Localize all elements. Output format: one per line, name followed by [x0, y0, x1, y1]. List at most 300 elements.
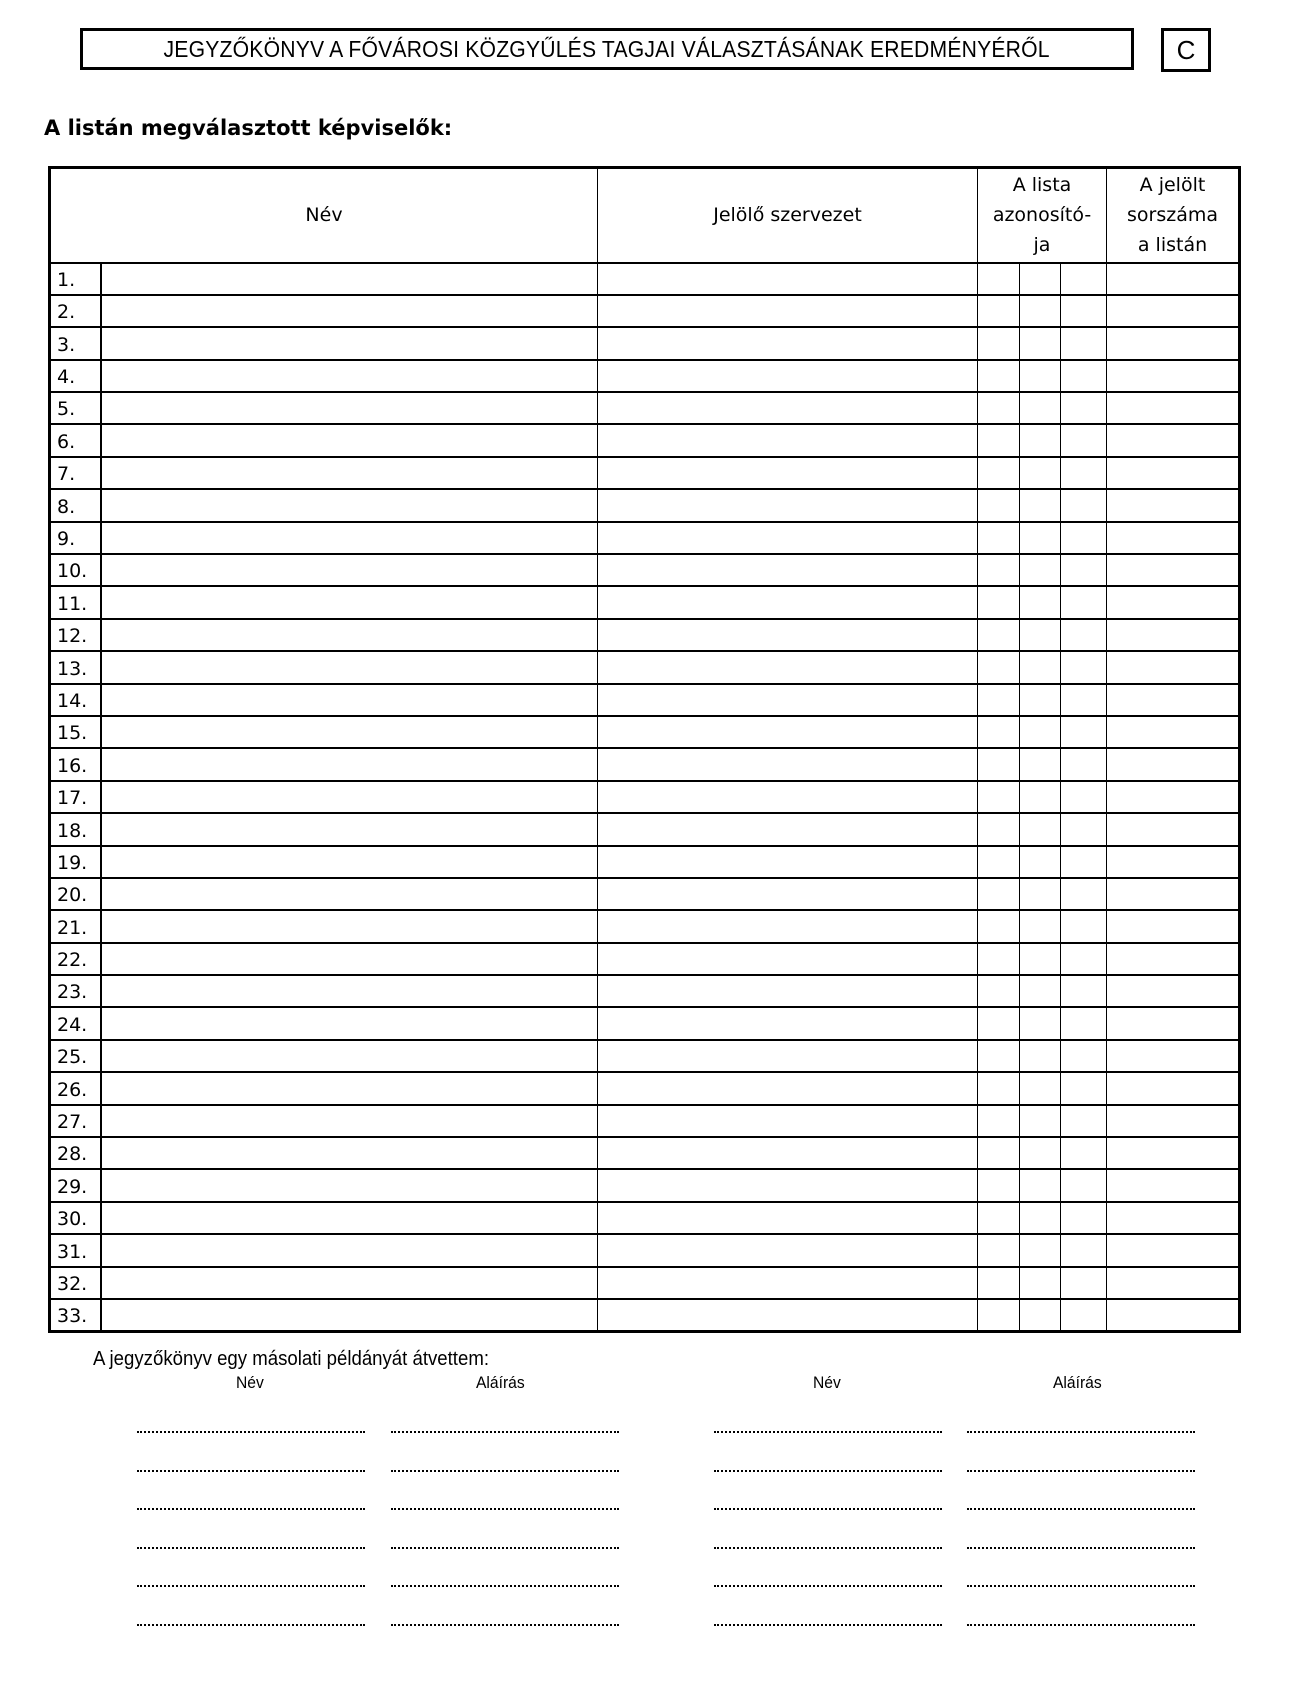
list-id-cell-3[interactable] [1061, 1299, 1107, 1331]
name-cell[interactable] [101, 943, 598, 975]
list-id-cell-1[interactable] [978, 586, 1020, 618]
candidate-seq-cell[interactable] [1107, 878, 1240, 910]
table-row [50, 1202, 1240, 1234]
organization-cell[interactable] [598, 489, 978, 521]
table-row [50, 846, 1240, 878]
left-signature-line[interactable] [391, 1547, 619, 1549]
organization-cell[interactable] [598, 846, 978, 878]
list-id-cell-2[interactable] [1020, 1234, 1061, 1266]
list-id-cell-1[interactable] [978, 1105, 1020, 1137]
list-id-cell-3[interactable] [1061, 1202, 1107, 1234]
row-number: 4. [50, 360, 101, 392]
list-id-cell-2[interactable] [1020, 1105, 1061, 1137]
right-signature-line[interactable] [967, 1624, 1195, 1626]
organization-cell[interactable] [598, 619, 978, 651]
name-cell[interactable] [101, 1137, 598, 1169]
row-number: 17. [50, 781, 101, 813]
list-id-cell-3[interactable] [1061, 1007, 1107, 1039]
candidate-seq-cell[interactable] [1107, 1202, 1240, 1234]
form-code: C [1176, 34, 1196, 65]
receipt-text: A jegyzőkönyv egy másolati példányát átvettem: [93, 1348, 489, 1370]
list-id-cell-1[interactable] [978, 392, 1020, 424]
list-id-cell-2[interactable] [1020, 781, 1061, 813]
candidate-seq-cell[interactable] [1107, 1234, 1240, 1266]
row-number: 8. [50, 489, 101, 521]
list-id-cell-2[interactable] [1020, 360, 1061, 392]
row-number: 9. [50, 522, 101, 554]
row-number: 15. [50, 716, 101, 748]
name-cell[interactable] [101, 684, 598, 716]
organization-cell[interactable] [598, 781, 978, 813]
right-signature-line[interactable] [967, 1508, 1195, 1510]
candidate-seq-cell[interactable] [1107, 910, 1240, 942]
name-cell[interactable] [101, 748, 598, 780]
candidate-seq-cell[interactable] [1107, 716, 1240, 748]
list-id-cell-1[interactable] [978, 554, 1020, 586]
right-signature-line[interactable] [967, 1547, 1195, 1549]
left-name-line[interactable] [137, 1508, 365, 1510]
table-row [50, 1234, 1240, 1266]
name-cell[interactable] [101, 457, 598, 489]
row-number: 32. [50, 1267, 101, 1299]
left-name-line[interactable] [137, 1585, 365, 1587]
document-title: JEGYZŐKÖNYV A FŐVÁROSI KÖZGYŰLÉS TAGJAI VÁLASZTÁSÁNAK EREDMÉNYÉRŐL [163, 35, 1051, 62]
name-cell[interactable] [101, 1169, 598, 1201]
table-row [50, 522, 1240, 554]
row-number: 21. [50, 910, 101, 942]
list-id-cell-3[interactable] [1061, 1072, 1107, 1104]
list-id-cell-2[interactable] [1020, 295, 1061, 327]
right-name-line[interactable] [714, 1585, 942, 1587]
document-title-box [80, 28, 1134, 70]
table-row [50, 263, 1240, 295]
list-id-cell-1[interactable] [978, 1137, 1020, 1169]
row-number: 11. [50, 586, 101, 618]
organization-cell[interactable] [598, 1202, 978, 1234]
header-seq-line3: a listán [1137, 234, 1208, 257]
list-id-cell-1[interactable] [978, 295, 1020, 327]
organization-cell[interactable] [598, 1040, 978, 1072]
row-number: 13. [50, 651, 101, 683]
organization-cell[interactable] [598, 1137, 978, 1169]
list-id-cell-2[interactable] [1020, 1040, 1061, 1072]
row-number: 27. [50, 1105, 101, 1137]
left-name-line[interactable] [137, 1624, 365, 1626]
list-id-cell-3[interactable] [1061, 327, 1107, 359]
list-id-cell-3[interactable] [1061, 263, 1107, 295]
list-id-cell-1[interactable] [978, 1202, 1020, 1234]
organization-cell[interactable] [598, 1299, 978, 1331]
right-name-line[interactable] [714, 1547, 942, 1549]
list-id-cell-2[interactable] [1020, 586, 1061, 618]
row-number: 7. [50, 457, 101, 489]
left-signature-line[interactable] [391, 1624, 619, 1626]
table-row [50, 1105, 1240, 1137]
list-id-cell-2[interactable] [1020, 748, 1061, 780]
candidate-seq-cell[interactable] [1107, 489, 1240, 521]
name-cell[interactable] [101, 522, 598, 554]
row-number: 31. [50, 1234, 101, 1266]
candidate-seq-cell[interactable] [1107, 586, 1240, 618]
left-signature-line[interactable] [391, 1508, 619, 1510]
name-cell[interactable] [101, 878, 598, 910]
list-id-cell-2[interactable] [1020, 327, 1061, 359]
list-id-cell-2[interactable] [1020, 263, 1061, 295]
name-cell[interactable] [101, 263, 598, 295]
candidate-seq-cell[interactable] [1107, 360, 1240, 392]
section-title: A listán megválasztott képviselők: [44, 116, 453, 140]
list-id-cell-3[interactable] [1061, 781, 1107, 813]
list-id-cell-2[interactable] [1020, 1169, 1061, 1201]
list-id-cell-1[interactable] [978, 1299, 1020, 1331]
name-cell[interactable] [101, 489, 598, 521]
list-id-cell-2[interactable] [1020, 910, 1061, 942]
name-cell[interactable] [101, 424, 598, 456]
list-id-cell-2[interactable] [1020, 554, 1061, 586]
row-number: 6. [50, 424, 101, 456]
table-row [50, 586, 1240, 618]
header-name: Név [50, 168, 598, 263]
list-id-cell-1[interactable] [978, 327, 1020, 359]
organization-cell[interactable] [598, 327, 978, 359]
list-id-cell-3[interactable] [1061, 489, 1107, 521]
list-id-cell-3[interactable] [1061, 943, 1107, 975]
candidate-seq-cell[interactable] [1107, 1299, 1240, 1331]
table-row [50, 975, 1240, 1007]
name-cell[interactable] [101, 1267, 598, 1299]
organization-cell[interactable] [598, 651, 978, 683]
candidate-seq-cell[interactable] [1107, 943, 1240, 975]
name-cell[interactable] [101, 1072, 598, 1104]
list-id-cell-2[interactable] [1020, 1072, 1061, 1104]
list-id-cell-3[interactable] [1061, 360, 1107, 392]
organization-cell[interactable] [598, 522, 978, 554]
representatives-table [48, 166, 1241, 1333]
organization-cell[interactable] [598, 392, 978, 424]
row-number: 20. [50, 878, 101, 910]
list-id-cell-1[interactable] [978, 716, 1020, 748]
left-signature-line[interactable] [391, 1431, 619, 1433]
list-id-cell-3[interactable] [1061, 1267, 1107, 1299]
right-name-line[interactable] [714, 1624, 942, 1626]
organization-cell[interactable] [598, 716, 978, 748]
candidate-seq-cell[interactable] [1107, 424, 1240, 456]
candidate-seq-cell[interactable] [1107, 1267, 1240, 1299]
organization-cell[interactable] [598, 295, 978, 327]
name-cell[interactable] [101, 586, 598, 618]
list-id-cell-1[interactable] [978, 846, 1020, 878]
table-row [50, 651, 1240, 683]
list-id-cell-2[interactable] [1020, 975, 1061, 1007]
organization-cell[interactable] [598, 748, 978, 780]
row-number: 26. [50, 1072, 101, 1104]
candidate-seq-cell[interactable] [1107, 295, 1240, 327]
list-id-cell-1[interactable] [978, 748, 1020, 780]
organization-cell[interactable] [598, 424, 978, 456]
list-id-cell-1[interactable] [978, 457, 1020, 489]
organization-cell[interactable] [598, 684, 978, 716]
list-id-cell-1[interactable] [978, 1267, 1020, 1299]
list-id-cell-3[interactable] [1061, 748, 1107, 780]
list-id-cell-2[interactable] [1020, 1299, 1061, 1331]
name-cell[interactable] [101, 1040, 598, 1072]
name-cell[interactable] [101, 846, 598, 878]
candidate-seq-cell[interactable] [1107, 1105, 1240, 1137]
organization-cell[interactable] [598, 975, 978, 1007]
candidate-seq-cell[interactable] [1107, 1169, 1240, 1201]
candidate-seq-cell[interactable] [1107, 619, 1240, 651]
list-id-cell-2[interactable] [1020, 1137, 1061, 1169]
list-id-cell-3[interactable] [1061, 1105, 1107, 1137]
list-id-cell-3[interactable] [1061, 424, 1107, 456]
list-id-cell-3[interactable] [1061, 619, 1107, 651]
row-number: 1. [50, 263, 101, 295]
candidate-seq-cell[interactable] [1107, 651, 1240, 683]
left-name-line[interactable] [137, 1470, 365, 1472]
organization-cell[interactable] [598, 910, 978, 942]
list-id-cell-2[interactable] [1020, 651, 1061, 683]
table-row [50, 943, 1240, 975]
left-signature-label: Aláírás [476, 1373, 525, 1392]
name-cell[interactable] [101, 295, 598, 327]
candidate-seq-cell[interactable] [1107, 392, 1240, 424]
table-row [50, 295, 1240, 327]
table-row [50, 716, 1240, 748]
list-id-cell-3[interactable] [1061, 392, 1107, 424]
row-number: 18. [50, 813, 101, 845]
list-id-cell-1[interactable] [978, 1169, 1020, 1201]
name-cell[interactable] [101, 1202, 598, 1234]
candidate-seq-cell[interactable] [1107, 1137, 1240, 1169]
table-row [50, 1299, 1240, 1331]
list-id-cell-2[interactable] [1020, 424, 1061, 456]
name-cell[interactable] [101, 1007, 598, 1039]
header-seq-line2: sorszáma [1126, 204, 1218, 227]
list-id-cell-1[interactable] [978, 781, 1020, 813]
name-cell[interactable] [101, 392, 598, 424]
list-id-cell-3[interactable] [1061, 586, 1107, 618]
left-name-line[interactable] [137, 1547, 365, 1549]
candidate-seq-cell[interactable] [1107, 1040, 1240, 1072]
list-id-cell-1[interactable] [978, 1072, 1020, 1104]
table-row [50, 424, 1240, 456]
name-cell[interactable] [101, 651, 598, 683]
row-number: 2. [50, 295, 101, 327]
list-id-cell-3[interactable] [1061, 1137, 1107, 1169]
name-cell[interactable] [101, 781, 598, 813]
row-number: 14. [50, 684, 101, 716]
table-row [50, 360, 1240, 392]
row-number: 10. [50, 554, 101, 586]
organization-cell[interactable] [598, 813, 978, 845]
list-id-cell-2[interactable] [1020, 716, 1061, 748]
candidate-seq-cell[interactable] [1107, 748, 1240, 780]
list-id-cell-3[interactable] [1061, 910, 1107, 942]
name-cell[interactable] [101, 1105, 598, 1137]
list-id-cell-1[interactable] [978, 651, 1020, 683]
row-number: 29. [50, 1169, 101, 1201]
row-number: 28. [50, 1137, 101, 1169]
list-id-cell-2[interactable] [1020, 457, 1061, 489]
row-number: 12. [50, 619, 101, 651]
list-id-cell-3[interactable] [1061, 684, 1107, 716]
list-id-cell-1[interactable] [978, 910, 1020, 942]
list-id-cell-1[interactable] [978, 975, 1020, 1007]
name-cell[interactable] [101, 360, 598, 392]
row-number: 33. [50, 1299, 101, 1331]
list-id-cell-3[interactable] [1061, 878, 1107, 910]
organization-cell[interactable] [598, 878, 978, 910]
candidate-seq-cell[interactable] [1107, 457, 1240, 489]
list-id-cell-2[interactable] [1020, 846, 1061, 878]
organization-cell[interactable] [598, 586, 978, 618]
organization-cell[interactable] [598, 943, 978, 975]
candidate-seq-cell[interactable] [1107, 554, 1240, 586]
table-row [50, 1267, 1240, 1299]
list-id-cell-2[interactable] [1020, 619, 1061, 651]
right-name-line[interactable] [714, 1470, 942, 1472]
list-id-cell-1[interactable] [978, 684, 1020, 716]
list-id-cell-1[interactable] [978, 943, 1020, 975]
table-row [50, 619, 1240, 651]
right-signature-line[interactable] [967, 1470, 1195, 1472]
candidate-seq-cell[interactable] [1107, 263, 1240, 295]
list-id-cell-1[interactable] [978, 489, 1020, 521]
right-name-line[interactable] [714, 1508, 942, 1510]
list-id-cell-1[interactable] [978, 813, 1020, 845]
candidate-seq-cell[interactable] [1107, 684, 1240, 716]
table-row [50, 1169, 1240, 1201]
table-row [50, 1007, 1240, 1039]
name-cell[interactable] [101, 1299, 598, 1331]
form-code-box [1161, 28, 1211, 72]
table-row [50, 684, 1240, 716]
list-id-cell-3[interactable] [1061, 716, 1107, 748]
list-id-cell-3[interactable] [1061, 554, 1107, 586]
list-id-cell-2[interactable] [1020, 1267, 1061, 1299]
candidate-seq-cell[interactable] [1107, 813, 1240, 845]
list-id-cell-1[interactable] [978, 1007, 1020, 1039]
header-list-id-line2: azonosító- [992, 204, 1092, 227]
row-number: 22. [50, 943, 101, 975]
organization-cell[interactable] [598, 1007, 978, 1039]
table-row [50, 748, 1240, 780]
name-cell[interactable] [101, 619, 598, 651]
list-id-cell-1[interactable] [978, 1234, 1020, 1266]
organization-cell[interactable] [598, 457, 978, 489]
list-id-cell-3[interactable] [1061, 522, 1107, 554]
organization-cell[interactable] [598, 1072, 978, 1104]
left-signature-line[interactable] [391, 1585, 619, 1587]
list-id-cell-3[interactable] [1061, 1169, 1107, 1201]
organization-cell[interactable] [598, 1234, 978, 1266]
organization-cell[interactable] [598, 554, 978, 586]
name-cell[interactable] [101, 327, 598, 359]
name-cell[interactable] [101, 975, 598, 1007]
list-id-cell-2[interactable] [1020, 943, 1061, 975]
list-id-cell-3[interactable] [1061, 295, 1107, 327]
row-number: 24. [50, 1007, 101, 1039]
list-id-cell-2[interactable] [1020, 522, 1061, 554]
table-row [50, 457, 1240, 489]
name-cell[interactable] [101, 813, 598, 845]
candidate-seq-cell[interactable] [1107, 781, 1240, 813]
organization-cell[interactable] [598, 263, 978, 295]
header-list-id [978, 168, 1107, 263]
list-id-cell-3[interactable] [1061, 1234, 1107, 1266]
list-id-cell-1[interactable] [978, 1040, 1020, 1072]
list-id-cell-1[interactable] [978, 360, 1020, 392]
name-cell[interactable] [101, 554, 598, 586]
row-number: 16. [50, 748, 101, 780]
name-cell[interactable] [101, 716, 598, 748]
list-id-cell-1[interactable] [978, 878, 1020, 910]
list-id-cell-2[interactable] [1020, 1007, 1061, 1039]
table-row [50, 489, 1240, 521]
list-id-cell-2[interactable] [1020, 813, 1061, 845]
right-name-line[interactable] [714, 1431, 942, 1433]
header-list-id-line3: ja [1033, 234, 1051, 257]
list-id-cell-2[interactable] [1020, 684, 1061, 716]
candidate-seq-cell[interactable] [1107, 975, 1240, 1007]
list-id-cell-2[interactable] [1020, 489, 1061, 521]
row-number: 19. [50, 846, 101, 878]
organization-cell[interactable] [598, 1267, 978, 1299]
name-cell[interactable] [101, 1234, 598, 1266]
row-number: 23. [50, 975, 101, 1007]
candidate-seq-cell[interactable] [1107, 522, 1240, 554]
list-id-cell-3[interactable] [1061, 1040, 1107, 1072]
list-id-cell-1[interactable] [978, 522, 1020, 554]
list-id-cell-3[interactable] [1061, 651, 1107, 683]
organization-cell[interactable] [598, 360, 978, 392]
list-id-cell-2[interactable] [1020, 392, 1061, 424]
list-id-cell-1[interactable] [978, 263, 1020, 295]
row-number: 25. [50, 1040, 101, 1072]
list-id-cell-3[interactable] [1061, 457, 1107, 489]
list-id-cell-3[interactable] [1061, 975, 1107, 1007]
right-signature-line[interactable] [967, 1585, 1195, 1587]
list-id-cell-3[interactable] [1061, 846, 1107, 878]
candidate-seq-cell[interactable] [1107, 846, 1240, 878]
table-row [50, 554, 1240, 586]
name-cell[interactable] [101, 910, 598, 942]
row-number: 3. [50, 327, 101, 359]
table-row [50, 1072, 1240, 1104]
list-id-cell-2[interactable] [1020, 878, 1061, 910]
list-id-cell-2[interactable] [1020, 1202, 1061, 1234]
header-organization: Jelölő szervezet [598, 168, 978, 263]
table-row [50, 1137, 1240, 1169]
organization-cell[interactable] [598, 1169, 978, 1201]
header-candidate-seq [1107, 168, 1240, 263]
candidate-seq-cell[interactable] [1107, 327, 1240, 359]
row-number: 30. [50, 1202, 101, 1234]
right-signature-label: Aláírás [1053, 1373, 1102, 1392]
left-name-line[interactable] [137, 1431, 365, 1433]
candidate-seq-cell[interactable] [1107, 1007, 1240, 1039]
organization-cell[interactable] [598, 1105, 978, 1137]
list-id-cell-1[interactable] [978, 424, 1020, 456]
table-row [50, 813, 1240, 845]
table-row [50, 878, 1240, 910]
candidate-seq-cell[interactable] [1107, 1072, 1240, 1104]
left-signature-line[interactable] [391, 1470, 619, 1472]
table-row [50, 327, 1240, 359]
list-id-cell-1[interactable] [978, 619, 1020, 651]
right-signature-line[interactable] [967, 1431, 1195, 1433]
list-id-cell-3[interactable] [1061, 813, 1107, 845]
